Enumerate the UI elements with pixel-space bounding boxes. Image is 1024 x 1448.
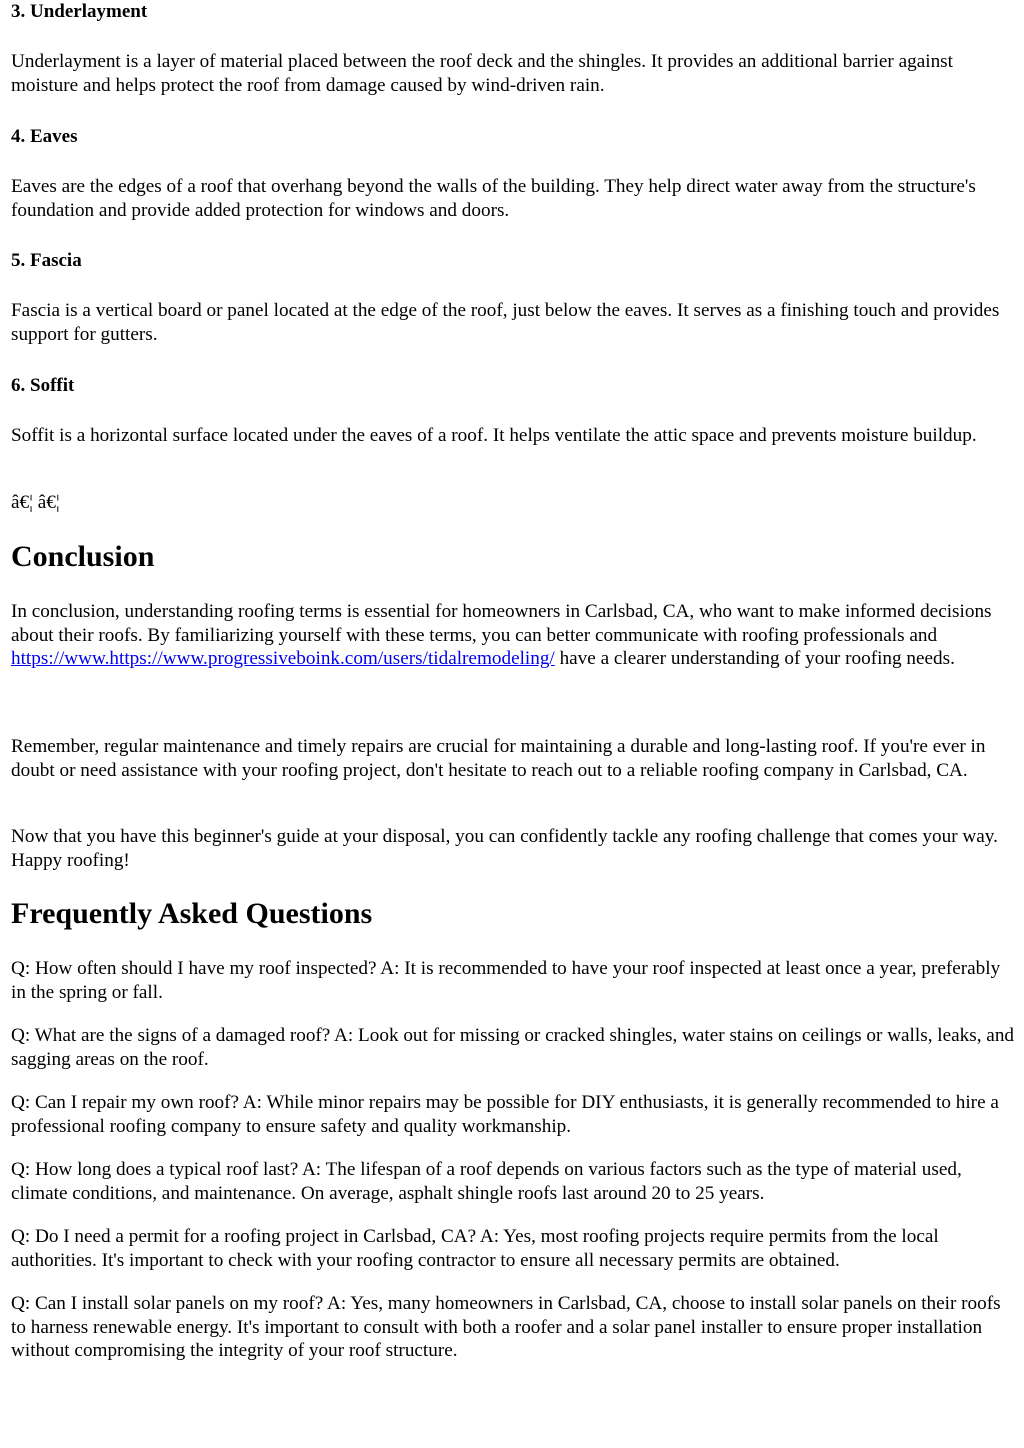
section-heading-fascia: 5. Fascia xyxy=(11,250,82,271)
conclusion-paragraph-1 xyxy=(11,600,1016,671)
conclusion-text-after-link: have a clearer understanding of your roofing needs. xyxy=(554,648,955,669)
section-body-underlayment: Underlayment is a layer of material placed between the roof deck and the shingles. It provides an additional barrier against moisture and helps protect the roof from damage caused by wind-driven rain. xyxy=(11,51,953,96)
conclusion-text-before-link: In conclusion, understanding roofing terms is essential for homeowners in Carlsbad, CA, who want to make informed decisions about their roofs. By familiarizing yourself with these terms, you can better communicate with roofing professionals and xyxy=(11,601,992,646)
conclusion-paragraph-3: Now that you have this beginner's guide at your disposal, you can confidently tackle any roofing challenge that comes your way. Happy roofing! xyxy=(11,826,998,871)
garbled-ellipsis-text: â€¦ â€¦ xyxy=(11,492,60,513)
section-body-eaves: Eaves are the edges of a roof that overhang beyond the walls of the building. They help direct water away from the structure's foundation and provide added protection for windows and doors. xyxy=(11,176,976,221)
section-heading-underlayment: 3. Underlayment xyxy=(11,1,148,22)
faq-item: Q: Can I install solar panels on my roof? A: Yes, many homeowners in Carlsbad, CA, choose to install solar panels on their roofs to harness renewable energy. It's important to consult with both a roofer and a solar panel installer to ensure proper installation without compromising the integrity of your roof structure. xyxy=(11,1293,1001,1361)
faq-item: Q: How often should I have my roof inspected? A: It is recommended to have your roof inspected at least once a year, preferably in the spring or fall. xyxy=(11,958,1001,1003)
faq-item: Q: How long does a typical roof last? A: The lifespan of a roof depends on various factors such as the type of material used, climate conditions, and maintenance. On average, asphalt shingle roofs last around 20 to 25 years. xyxy=(11,1159,962,1204)
progressiveboink-link[interactable]: https://www.https://www.progressiveboink.com/users/tidalremodeling/ xyxy=(11,648,555,669)
faq-item: Q: Do I need a permit for a roofing project in Carlsbad, CA? A: Yes, most roofing projects require permits from the local authorities. It's important to check with your roofing contractor to ensure all necessary permits are obtained. xyxy=(11,1226,939,1271)
section-heading-soffit: 6. Soffit xyxy=(11,375,75,396)
conclusion-heading: Conclusion xyxy=(11,540,155,573)
conclusion-paragraph-2: Remember, regular maintenance and timely repairs are crucial for maintaining a durable and long-lasting roof. If you're ever in doubt or need assistance with your roofing project, don't hesitate to reach out to a reliable roofing company in Carlsbad, CA. xyxy=(11,736,986,781)
faq-item: Q: What are the signs of a damaged roof? A: Look out for missing or cracked shingles, water stains on ceilings or walls, leaks, and sagging areas on the roof. xyxy=(11,1025,1015,1070)
faq-item: Q: Can I repair my own roof? A: While minor repairs may be possible for DIY enthusiasts, it is generally recommended to hire a professional roofing company to ensure safety and quality workmanship. xyxy=(11,1092,999,1137)
faq-heading: Frequently Asked Questions xyxy=(11,897,373,930)
section-body-fascia: Fascia is a vertical board or panel located at the edge of the roof, just below the eaves. It serves as a finishing touch and provides support for gutters. xyxy=(11,300,1000,345)
section-body-soffit: Soffit is a horizontal surface located under the eaves of a roof. It helps ventilate the attic space and prevents moisture buildup. xyxy=(11,425,977,446)
section-heading-eaves: 4. Eaves xyxy=(11,126,78,147)
